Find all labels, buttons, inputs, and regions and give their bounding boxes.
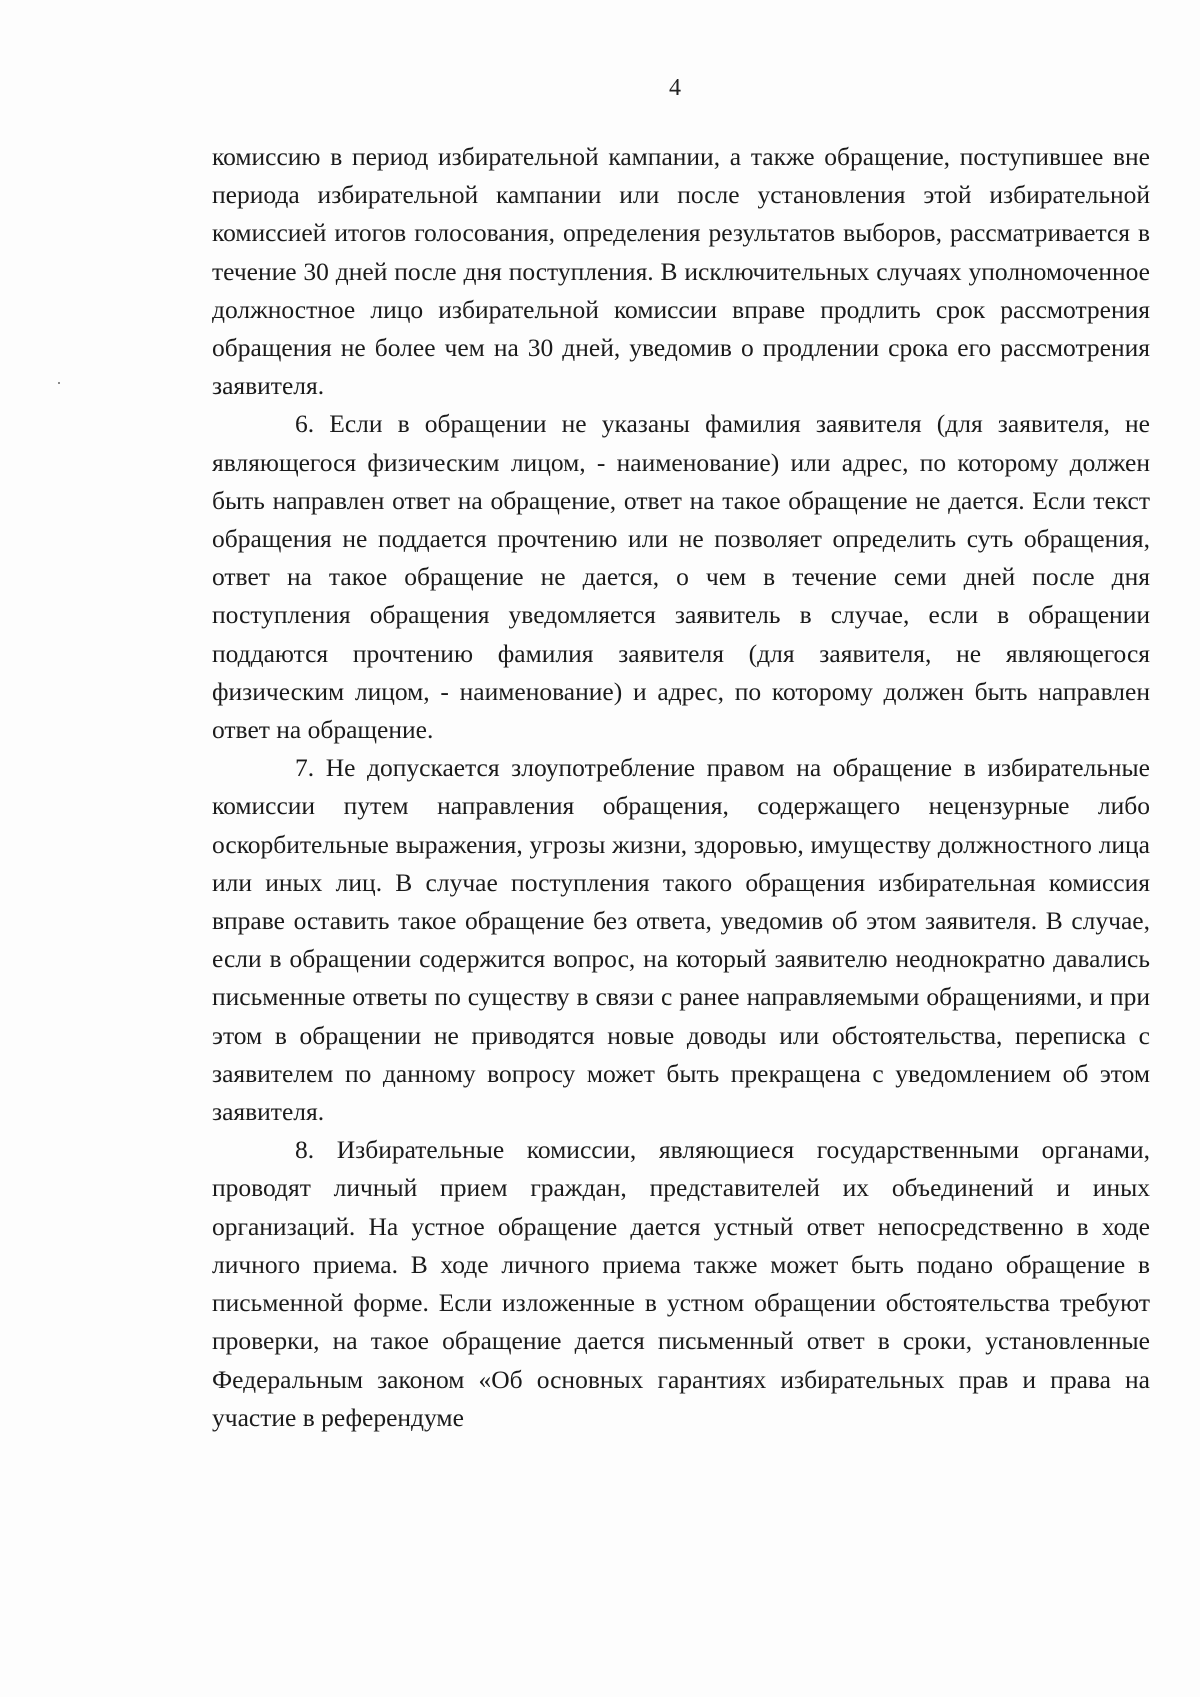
paragraph-6: 6. Если в обращении не указаны фамилия заявителя (для заявителя, не являющегося физическим лицом, - наименование) или адрес, по которому должен быть направлен ответ на обращение, ответ на такое обращение не дается. Если текст обращения не поддается прочтению или не позволяет определить суть обращения, ответ на такое обращение не дается, о чем в течение семи дней после дня поступления обращения уведомляется заявитель в случае, если в обращении поддаются прочтению фамилия заявителя (для заявителя, не являющегося физическим лицом, - наименование) и адрес, по которому должен быть направлен ответ на обращение.: [212, 409, 1150, 745]
scan-speck: [58, 382, 60, 384]
paragraph-7: 7. Не допускается злоупотребление правом на обращение в избирательные комиссии путем направления обращения, содержащего нецензурные либо оскорбительные выражения, угрозы жизни, здоровью, имуществу должностного лица или иных лиц. В случае поступления такого обращения избирательная комиссия вправе оставить такое обращение без ответа, уведомив об этом заявителя. В случае, если в обращении содержится вопрос, на который заявителю неоднократно давались письменные ответы по существу в связи с ранее направляемыми обращениями, и при этом в обращении не приводятся новые доводы или обстоятельства, переписка с заявителем по данному вопросу может быть прекращена с уведомлением об этом заявителя.: [212, 753, 1150, 1127]
page-number: 4: [669, 75, 681, 101]
paragraph-8: 8. Избирательные комиссии, являющиеся государственными органами, проводят личный прием граждан, представителей их объединений и иных организаций. На устное обращение дается устный ответ непосредственно в ходе личного приема. В ходе личного приема также может быть подано обращение в письменной форме. Если изложенные в устном обращении обстоятельства требуют проверки, на такое обращение дается письменный ответ в сроки, установленные Федеральным законом «Об основных гарантиях избирательных прав и права на участие в референдуме: [212, 1135, 1150, 1432]
document-body: [212, 138, 1150, 1437]
paragraph-continuation: комиссию в период избирательной кампании, а также обращение, поступившее вне периода избирательной кампании или после установления этой избирательной комиссией итогов голосования, определения результатов выборов, рассматривается в течение 30 дней после дня поступления. В исключительных случаях уполномоченное должностное лицо избирательной комиссии вправе продлить срок рассмотрения обращения не более чем на 30 дней, уведомив о продлении срока его рассмотрения заявителя.: [212, 142, 1150, 401]
